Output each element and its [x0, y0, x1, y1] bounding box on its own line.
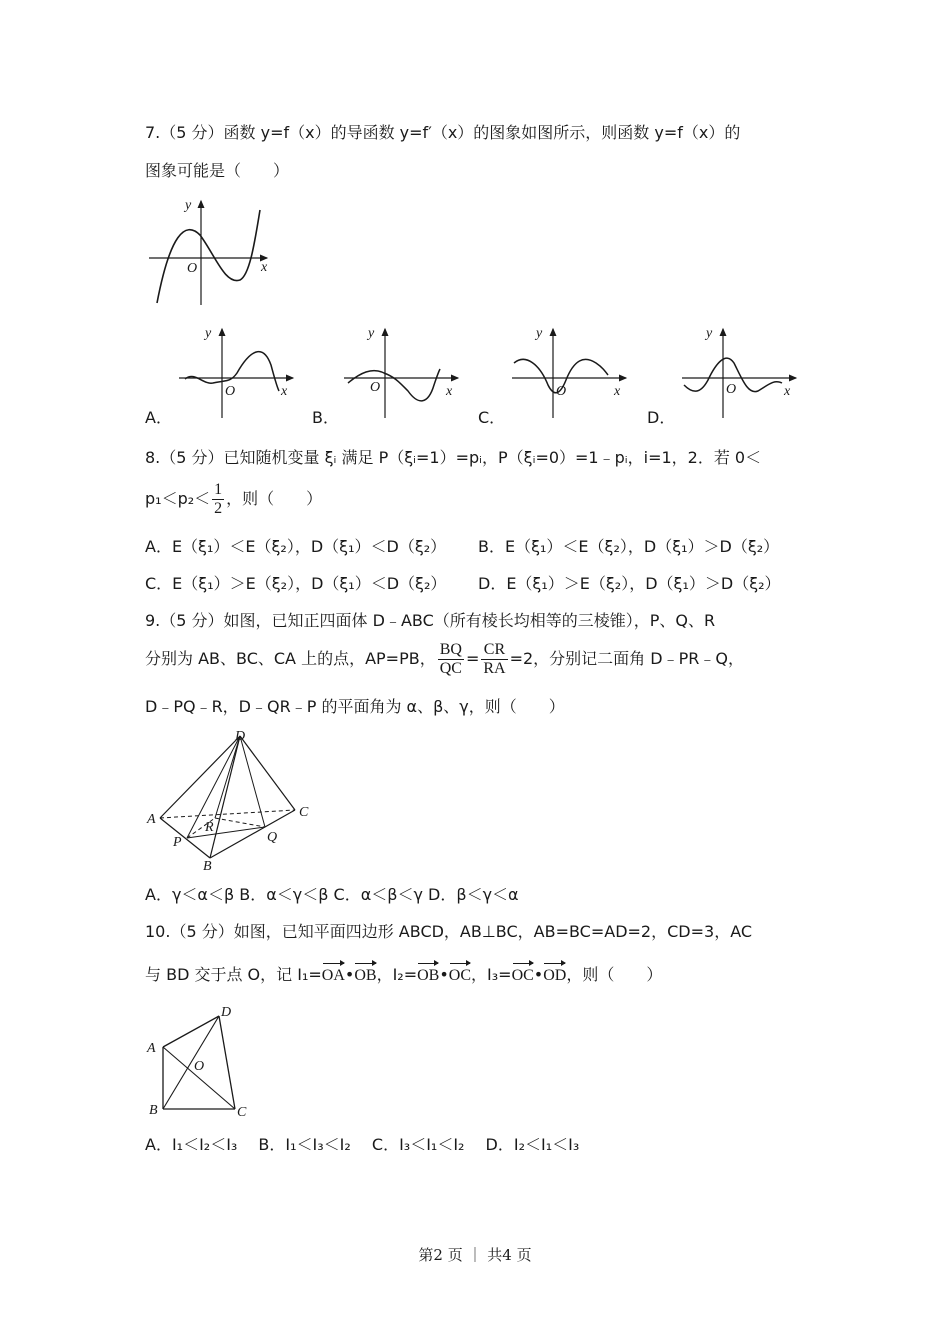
q9-eq: = [465, 649, 480, 668]
q8-line2-b: ，则（ ） [226, 489, 323, 508]
q10-label-b: B [149, 1103, 158, 1118]
q8-line1: 8.（5 分）已知随机变量 ξᵢ 满足 P（ξᵢ=1）=pᵢ，P（ξᵢ=0）=1﹣pᵢ，i=1，2．若 0＜ [145, 448, 762, 467]
q9-line2 [145, 638, 744, 680]
q8-fraction [212, 481, 224, 518]
q9-tetrahedron-figure [145, 728, 320, 873]
q10-line1: 10.（5 分）如图，已知平面四边形 ABCD，AB⊥BC，AB=BC=AD=2，CD=3，AC [145, 922, 753, 941]
q7-option-b-graph [340, 325, 465, 420]
q9-fraction-bq-qc [438, 641, 464, 678]
q10-options: A．I₁＜I₂＜I₃ B．I₁＜I₃＜I₂ C．I₃＜I₁＜I₂ D．I₂＜I₁＜I₃ [145, 1135, 580, 1154]
q8-line2 [145, 478, 322, 520]
q9-label-q: Q [267, 830, 278, 845]
q9-line2-b: =2，分别记二面角 D﹣PR﹣Q， [509, 649, 744, 668]
q9-f2-num: CR [481, 641, 507, 660]
q9-f2-den: RA [483, 660, 506, 677]
q7-d-o: O [726, 382, 737, 397]
q10-line2-a: 与 BD 交于点 O，记 I₁= [145, 965, 322, 984]
q7-b-x: x [446, 384, 453, 399]
q10-label-o: O [194, 1059, 205, 1074]
q10-dot-3: • [533, 965, 544, 984]
q8-option-a: A．E（ξ₁）＜E（ξ₂），D（ξ₁）＜D（ξ₂） [145, 537, 447, 556]
q7-option-a: A． [145, 408, 172, 427]
q9-line1: 9.（5 分）如图，已知正四面体 D﹣ABC（所有棱长均相等的三棱锥），P、Q、R [145, 611, 716, 630]
q7-d-x: x [784, 384, 791, 399]
q7-c-y: y [536, 326, 543, 341]
q9-f1-den: QC [439, 660, 462, 677]
q9-line3: D﹣PQ﹣R，D﹣QR﹣P 的平面角为 α、β、γ，则（ ） [145, 697, 565, 716]
q10-label-d: D [221, 1005, 232, 1020]
q7-option-d: D． [647, 408, 676, 427]
q9-f1-num: BQ [439, 641, 462, 658]
q9-options: A．γ＜α＜β B．α＜γ＜β C．α＜β＜γ D．β＜γ＜α [145, 885, 519, 904]
q8-frac-den: 2 [214, 500, 223, 517]
q9-label-r: R [205, 820, 214, 835]
q10-label-a: A [147, 1041, 156, 1056]
q7-y-label: y [185, 198, 192, 213]
q10-dot-1: • [344, 965, 355, 984]
q8-option-d: D．E（ξ₁）＞E（ξ₂），D（ξ₁）＞D（ξ₂） [478, 574, 781, 593]
q9-label-a: A [147, 812, 156, 827]
q7-b-o: O [370, 380, 381, 395]
q9-label-c: C [299, 805, 309, 820]
q9-line2-a: 分别为 AB、BC、CA 上的点，AP=PB， [145, 649, 436, 668]
q9-label-p: P [173, 835, 182, 850]
q7-line2: 图象可能是（ ） [145, 161, 290, 180]
q8-line2-a: p₁＜p₂＜ [145, 489, 211, 508]
q9-label-d: D [235, 729, 246, 744]
q7-a-o: O [225, 384, 236, 399]
q7-option-a-graph [175, 325, 300, 420]
q7-a-y: y [205, 326, 212, 341]
q8-option-c: C．E（ξ₁）＞E（ξ₂），D（ξ₁）＜D（ξ₂） [145, 574, 447, 593]
q10-mid-1: ，I₂= [376, 965, 418, 984]
q7-x-label: x [261, 260, 268, 275]
q7-option-c-graph [508, 325, 633, 420]
q10-quadrilateral-figure [145, 1002, 260, 1122]
q7-c-o: O [556, 384, 567, 399]
q8-frac-num: 1 [214, 481, 223, 498]
q10-vector-oa: OA [322, 965, 345, 987]
q7-option-d-graph [678, 325, 803, 420]
q10-vector-oc: OC [449, 965, 471, 987]
q10-vector-ob-2: OB [417, 965, 439, 987]
q7-b-y: y [368, 326, 375, 341]
q9-fraction-cr-ra [481, 641, 507, 678]
q10-line2 [145, 964, 662, 987]
q7-option-b: B． [312, 408, 339, 427]
q10-vector-od: OD [543, 965, 566, 987]
q10-line2-b: ，则（ ） [566, 965, 663, 984]
q7-a-x: x [281, 384, 288, 399]
q8-option-b: B．E（ξ₁）＜E（ξ₂），D（ξ₁）＞D（ξ₂） [478, 537, 780, 556]
q7-option-c: C． [478, 408, 506, 427]
page-footer: 第2 页 ｜ 共4 页 [418, 1246, 532, 1264]
q7-derivative-graph [145, 195, 285, 310]
q10-vector-oc-2: OC [512, 965, 534, 987]
q7-d-y: y [706, 326, 713, 341]
q10-label-c: C [237, 1105, 247, 1120]
q10-mid-2: ，I₃= [471, 965, 512, 984]
q10-vector-ob: OB [354, 965, 376, 987]
q7-line1: 7.（5 分）函数 y=f（x）的导函数 y=f′（x）的图象如图所示，则函数 y=f（x）的 [145, 123, 741, 142]
q9-label-b: B [203, 859, 212, 874]
q10-dot-2: • [439, 965, 449, 984]
q7-origin-label: O [187, 261, 198, 276]
q7-c-x: x [614, 384, 621, 399]
